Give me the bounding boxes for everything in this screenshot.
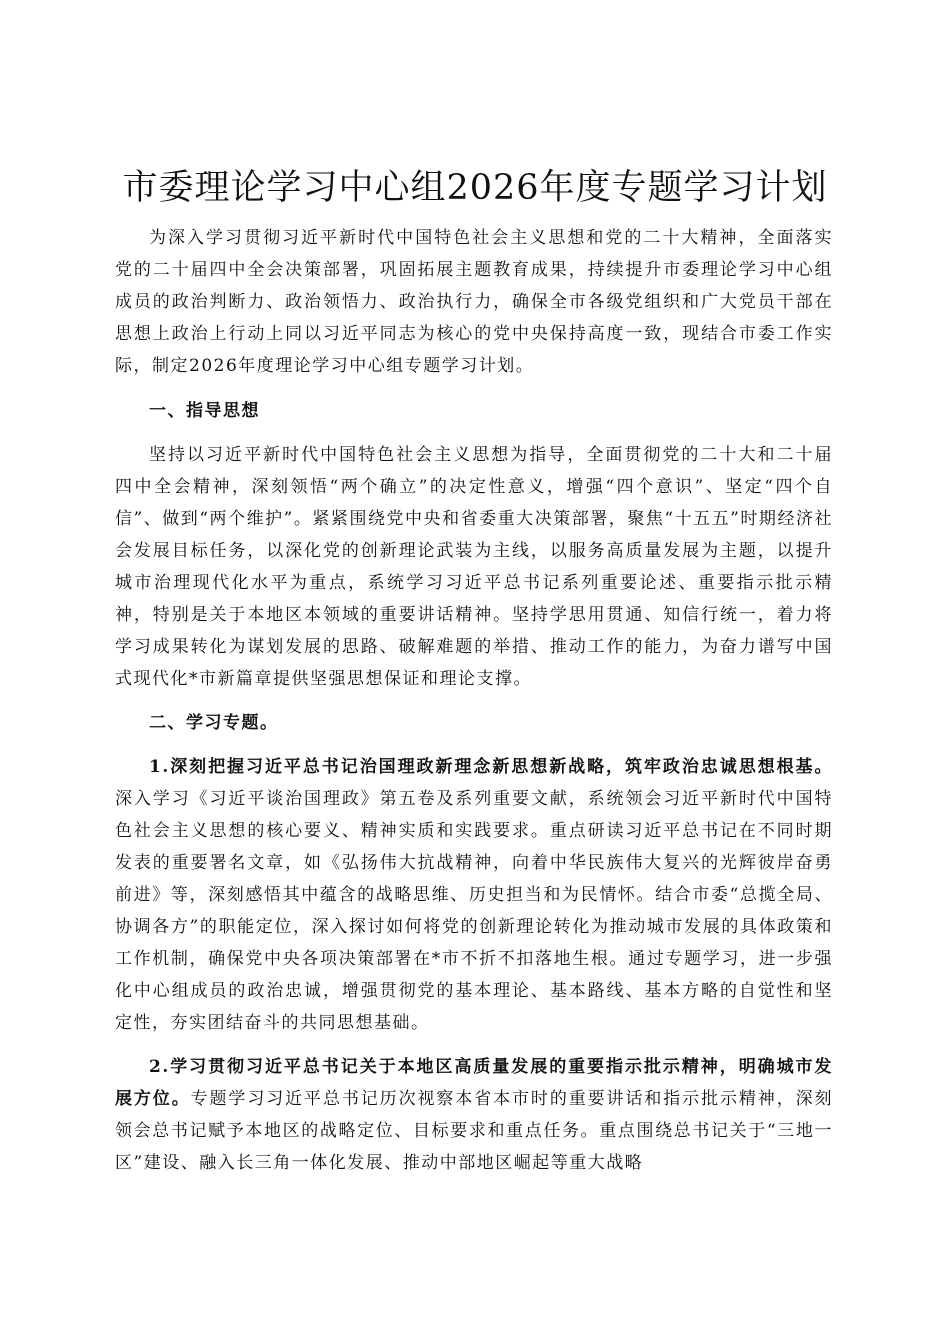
intro-paragraph: 为深入学习贯彻习近平新时代中国特色社会主义思想和党的二十大精神，全面落实党的二十届四中全会决策部署，巩固拓展主题教育成果，持续提升市委理论学习中心组成员的政治判断力、政治领悟力、政治执行力，确保全市各级党组织和广大党员干部在思想上政治上行动上同以习近平同志为核心的党中央保持高度一致，现结合市委工作实际，制定2026年度理论学习中心组专题学习计划。 — [115, 228, 833, 376]
study-topic-2-lead: 2.学习贯彻习近平总书记关于本地区高质量发展的重要指示批示精神，明确城市发展方位。 — [115, 1057, 833, 1109]
study-topic-1-body: 深入学习《习近平谈治国理政》第五卷及系列重要文献，系统领会习近平新时代中国特色社会主义思想的核心要义、精神实质和实践要求。重点研读习近平总书记在不同时期发表的重要署名文章，如《弘扬伟大抗战精神，向着中华民族伟大复兴的光辉彼岸奋勇前进》等，深刻感悟其中蕴含的战略思维、历史担当和为民情怀。结合市委“总揽全局、协调各方”的职能定位，深入探讨如何将党的创新理论转化为推动城市发展的具体政策和工作机制，确保党中央各项决策部署在*市不折不扣落地生根。通过专题学习，进一步强化中心组成员的政治忠诚，增强贯彻党的基本理论、基本路线、基本方略的自觉性和坚定性，夯实团结奋斗的共同思想基础。 — [115, 789, 833, 1033]
study-topic-1-lead: 1.深刻把握习近平总书记治国理政新理念新思想新战略，筑牢政治忠诚思想根基。 — [149, 757, 833, 777]
study-topic-1 — [115, 751, 833, 1039]
guiding-thought-paragraph: 坚持以习近平新时代中国特色社会主义思想为指导，全面贯彻党的二十大和二十届四中全会精神，深刻领悟“两个确立”的决定性意义，增强“四个意识”、坚定“四个自信”、做到“两个维护”。紧紧围绕党中央和省委重大决策部署，聚焦“十五五”时期经济社会发展目标任务，以深化党的创新理论武装为主线，以服务高质量发展为主题，以提升城市治理现代化水平为重点，系统学习习近平总书记系列重要论述、重要指示批示精神，特别是关于本地区本领域的重要讲话精神。坚持学思用贯通、知信行统一，着力将学习成果转化为谋划发展的思路、破解难题的举措、推动工作的能力，为奋力谱写中国式现代化*市新篇章提供坚强思想保证和理论支撑。 — [115, 445, 833, 689]
study-topic-2 — [115, 1051, 833, 1179]
document-body — [115, 222, 833, 1191]
document-title: 市委理论学习中心组2026年度专题学习计划 — [122, 168, 828, 208]
study-topic-2-body: 专题学习习近平总书记历次视察本省本市时的重要讲话和指示批示精神，深刻领会总书记赋予本地区的战略定位、目标要求和重点任务。重点围绕总书记关于“三地一区”建设、融入长三角一体化发展、推动中部地区崛起等重大战略 — [115, 1089, 834, 1173]
section-heading-guiding-thought: 一、指导思想 — [149, 401, 260, 421]
section-heading-study-topics: 二、学习专题。 — [149, 713, 279, 733]
